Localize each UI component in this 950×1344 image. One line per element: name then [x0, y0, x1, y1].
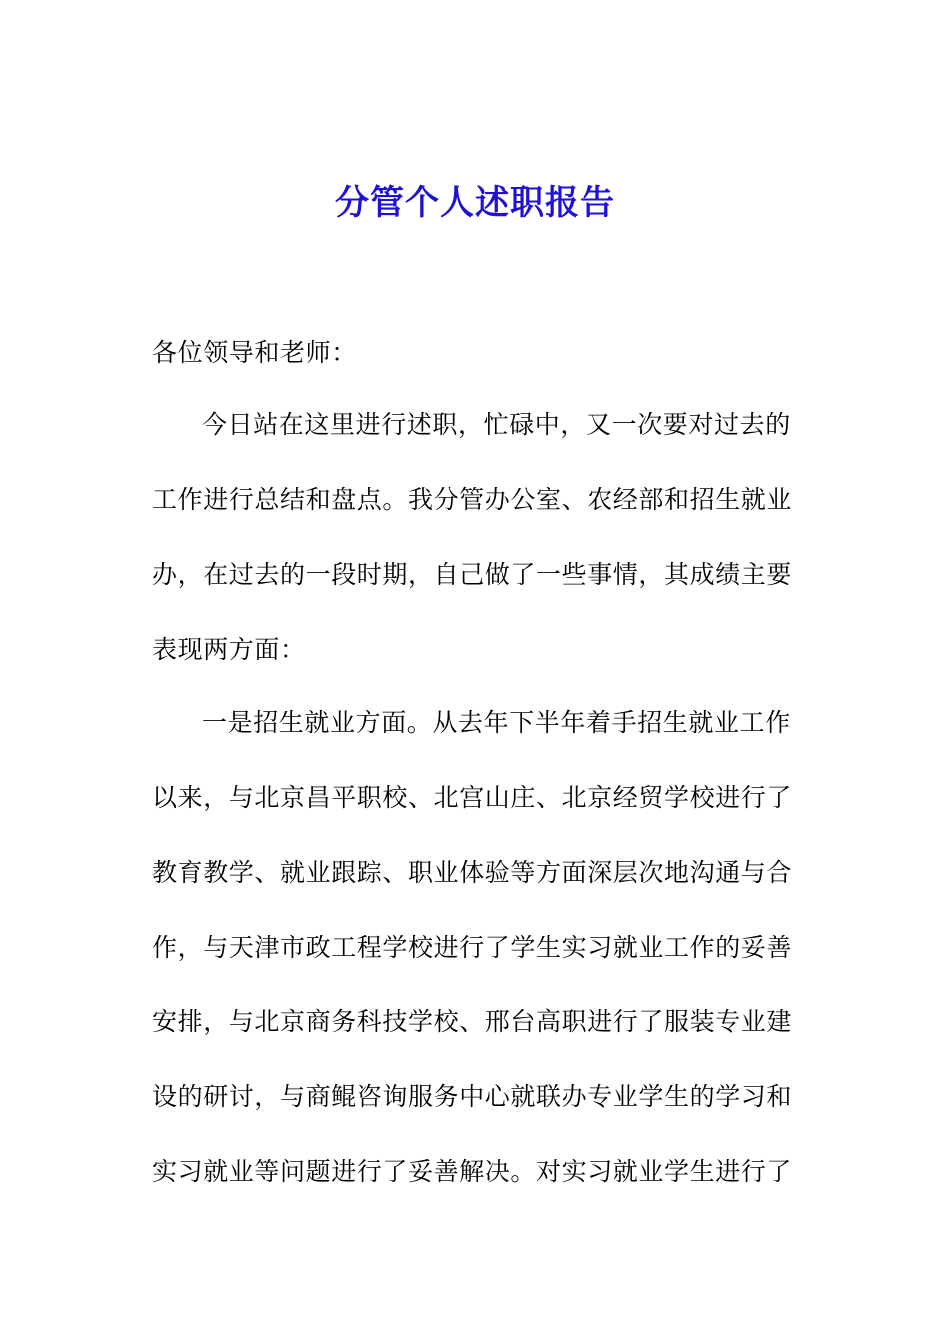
body-line: 表现两方面：: [152, 635, 306, 664]
body-line: 作，与天津市政工程学校进行了学生实习就业工作的妥善: [152, 933, 793, 962]
body-line: 教育教学、就业跟踪、职业体验等方面深层次地沟通与合: [152, 858, 793, 887]
body-line: 办，在过去的一段时期，自己做了一些事情，其成绩主要: [152, 560, 793, 589]
body-line: 实习就业等问题进行了妥善解决。对实习就业学生进行了: [152, 1157, 793, 1186]
salutation-line: 各位领导和老师：: [152, 338, 357, 367]
body-line: 今日站在这里进行述职，忙碌中，又一次要对过去的: [202, 410, 791, 439]
body-line: 设的研讨，与商鲲咨询服务中心就联办专业学生的学习和: [152, 1082, 793, 1111]
body-line: 以来，与北京昌平职校、北宫山庄、北京经贸学校进行了: [152, 783, 793, 812]
document-title: 分管个人述职报告: [335, 183, 615, 223]
body-line: 安排，与北京商务科技学校、邢台高职进行了服装专业建: [152, 1007, 793, 1036]
body-line: 一是招生就业方面。从去年下半年着手招生就业工作: [202, 708, 791, 737]
body-line: 工作进行总结和盘点。我分管办公室、农经部和招生就业: [152, 485, 793, 514]
